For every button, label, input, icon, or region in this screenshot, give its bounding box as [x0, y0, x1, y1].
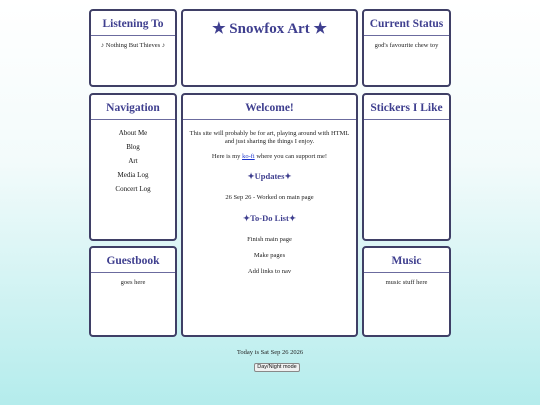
header-panel [181, 9, 358, 87]
navigation-panel [89, 93, 177, 241]
site-title: ★ Snowfox Art ★ [212, 21, 327, 37]
listening-to-title: Listening To [91, 11, 175, 36]
todo-item: Add links to nav [247, 268, 292, 276]
guestbook-title: Guestbook [91, 248, 175, 273]
support-text: Here is my ko-fi where you can support me! [211, 152, 328, 160]
ko-fi-link[interactable]: ko-fi [242, 152, 255, 160]
navigation-title: Navigation [91, 95, 175, 120]
stickers-panel [362, 93, 451, 241]
music-title: Music [364, 248, 449, 273]
nav-link-blog[interactable]: Blog [126, 143, 140, 151]
listening-to-track: ♪ Nothing But Thieves ♪ [100, 42, 166, 49]
todo-heading: ✦To-Do List✦ [243, 213, 296, 224]
updates-heading: ✦Updates✦ [247, 171, 292, 182]
nav-link-media-log[interactable]: Media Log [117, 171, 149, 179]
date-text: Today is Sat Sep 26 2026 [236, 349, 304, 356]
guestbook-panel [89, 246, 177, 337]
day-night-toggle-button[interactable]: Day/Night mode [254, 363, 300, 372]
music-text: music stuff here [385, 279, 428, 286]
nav-link-concert-log[interactable]: Concert Log [115, 185, 151, 193]
nav-list [91, 129, 175, 193]
todo-item: Make pages [253, 252, 286, 260]
welcome-title: Welcome! [183, 95, 356, 120]
nav-link-art[interactable]: Art [128, 157, 138, 165]
listening-to-panel [89, 9, 177, 87]
guestbook-text: goes here [120, 279, 146, 286]
update-entry: 26 Sep 26 - Worked on main page [225, 194, 314, 202]
music-panel [362, 246, 451, 337]
todo-list [187, 236, 352, 275]
welcome-panel [181, 93, 358, 337]
welcome-intro: This site will probably be for art, playing around with HTML and just sharing the things I enjoy. [189, 130, 350, 146]
todo-item: Finish main page [247, 236, 292, 244]
current-status-title: Current Status [364, 11, 449, 36]
stickers-title: Stickers I Like [364, 95, 449, 120]
current-status-panel [362, 9, 451, 87]
current-status-text: god's favourite chew toy [374, 42, 439, 49]
nav-link-about-me[interactable]: About Me [118, 129, 148, 137]
